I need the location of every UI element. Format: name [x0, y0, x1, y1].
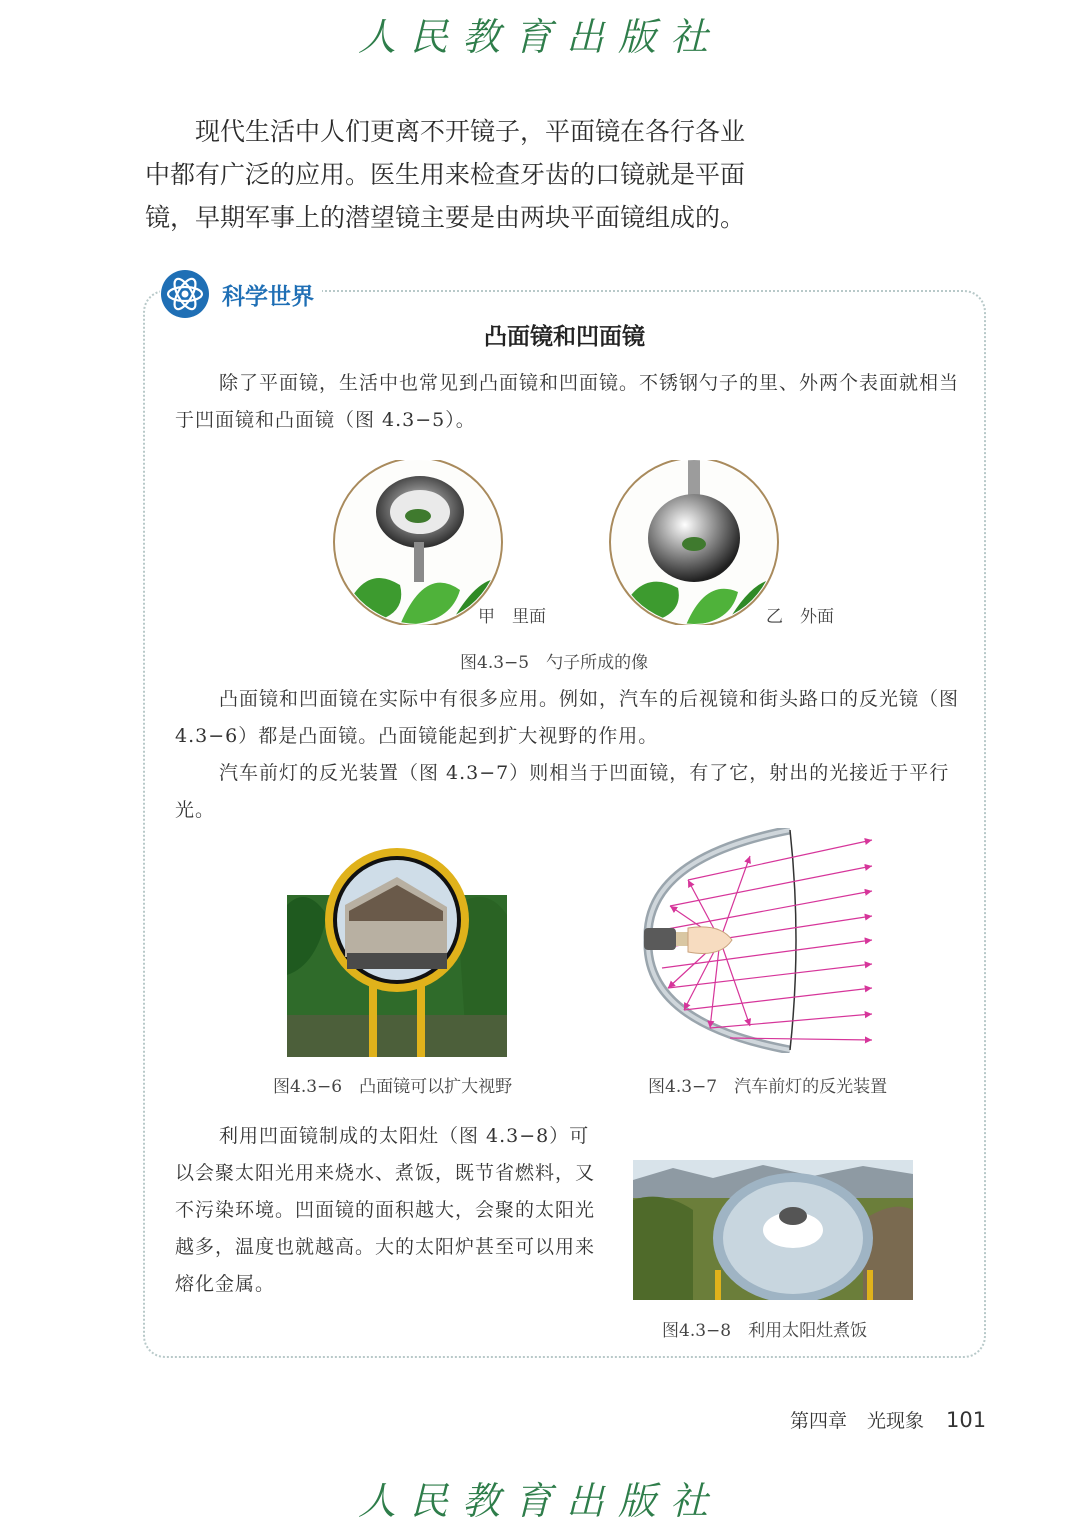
- paragraph-mirrors-intro: 除了平面镜，生活中也常见到凸面镜和凹面镜。不锈钢勺子的里、外两个表面就相当于凹面镜和凸面镜（图 4.3−5）。: [175, 372, 960, 431]
- publisher-watermark-top: 人民教育出版社: [357, 15, 722, 59]
- figure-caption-4-3-7: 图4.3−7 汽车前灯的反光装置: [648, 1077, 888, 1097]
- section-title: 凸面镜和凹面镜: [484, 324, 645, 350]
- paragraph-solar-cooker: 利用凹面镜制成的太阳灶（图 4.3−8）可以会聚太阳光用来烧水、煮饭，既节省燃料，又不污染环境。凹面镜的面积越大，会聚的太阳光越多，温度也就越高。大的太阳炉甚至可以用来熔化金属。: [175, 1125, 596, 1295]
- spoon-outer-photo: [606, 460, 784, 625]
- atom-icon: [160, 269, 210, 319]
- science-world-header: [160, 268, 322, 320]
- figure-caption-4-3-5: 图4.3−5 勺子所成的像: [460, 653, 649, 673]
- page-footer: [790, 1406, 986, 1433]
- publisher-watermark-bottom: 人民教育出版社: [357, 1479, 722, 1523]
- spoon-outer-label: 乙 外面: [766, 607, 834, 627]
- convex-mirror-photo: [287, 845, 507, 1057]
- spoon-inner-label: 甲 里面: [478, 607, 546, 627]
- chapter-title: 光现象: [867, 1410, 925, 1432]
- spoon-inner-photo: [330, 460, 508, 625]
- chapter-number: 第四章: [790, 1410, 848, 1432]
- paragraph-headlight: 汽车前灯的反光装置（图 4.3−7）则相当于凹面镜，有了它，射出的光接近于平行光。: [175, 762, 950, 821]
- headlight-reflector-diagram: [640, 828, 885, 1053]
- page-number: 101: [946, 1408, 987, 1432]
- intro-paragraph: 现代生活中人们更离不开镜子，平面镜在各行各业中都有广泛的应用。医生用来检查牙齿的口镜就是平面镜，早期军事上的潜望镜主要是由两块平面镜组成的。: [145, 117, 746, 232]
- figure-caption-4-3-8: 图4.3−8 利用太阳灶煮饭: [662, 1321, 868, 1341]
- science-world-label: 科学世界: [222, 283, 314, 310]
- figure-caption-4-3-6: 图4.3−6 凸面镜可以扩大视野: [273, 1077, 513, 1097]
- paragraph-convex-uses: 凸面镜和凹面镜在实际中有很多应用。例如，汽车的后视镜和街头路口的反光镜（图 4.3−6）都是凸面镜。凸面镜能起到扩大视野的作用。: [175, 688, 960, 747]
- solar-cooker-photo: [633, 1160, 913, 1300]
